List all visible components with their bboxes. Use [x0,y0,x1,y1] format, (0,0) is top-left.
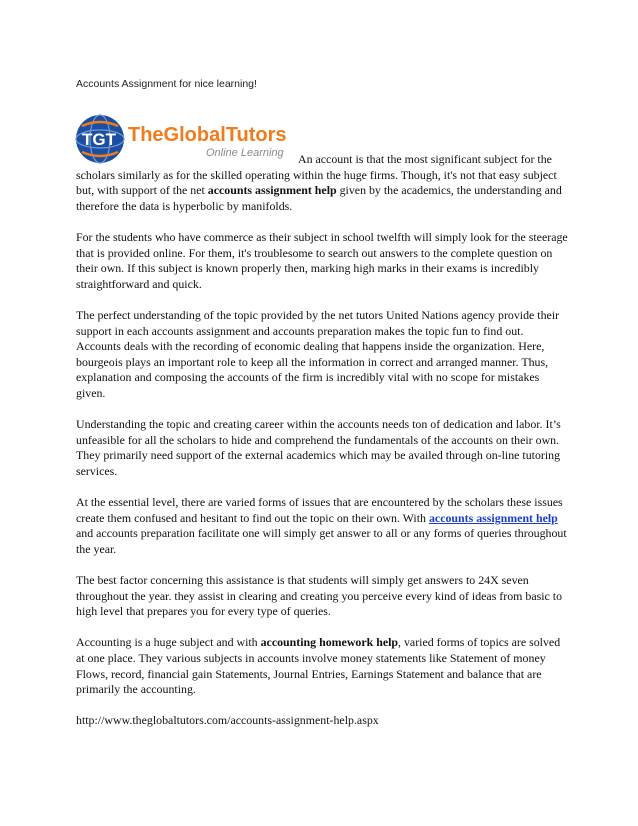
paragraph-6: The best factor concerning this assistance is that students will simply get answers to 24X seven throughout the year. they assist in clearing and creating you perceive every kind of ideas from basic to high level that prepares you for every type of queries. [76,573,563,619]
paragraph-2: For the students who have commerce as their subject in school twelfth will simply look for the steerage that is provided online. For them, it's troublesome to search out answers to the complete question on their own. If this subject is known properly then, marking high marks in their exams is incredibly straightforward and quick. [76,229,568,291]
logo-brand-text: TheGlobalTutors [128,124,287,146]
paragraph-3: The perfect understanding of the topic provided by the net tutors United Nations agency provide their support in each accounts assignment and accounts preparation makes the topic fun to find out. Accounts deals with the recording of economic dealing that happens inside the organization. Here, bourgeois plays an important role to keep all the information in correct and arranged manner. Thus, explanation and composing the accounts of the firm is incredibly vital with no scope for mistakes given. [76,307,560,400]
accounts-assignment-help-link[interactable]: accounts assignment help [428,510,558,525]
paragraph-7: Accounting is a huge subject and with accounting homework help, varied forms of topics are solved at one place. They various subjects in accounts involve money statements like Statement of money Flows, record, financial gain Statements, Journal Entries, Earnings Statement and balance that are primarily the accounting. [76,635,561,697]
paragraph-4: Understanding the topic and creating career within the accounts needs ton of dedication and labor. It’s unfeasible for all the scholars to hide and comprehend the fundamentals of the accounts on their own. They primarily need support of the external academics which may be availed through on-line tutoring services. [76,417,561,478]
document-heading: Accounts Assignment for nice learning! [76,78,257,90]
document-body [76,152,568,745]
source-url: http://www.theglobaltutors.com/accounts-assignment-help.aspx [76,713,379,728]
bold-phrase: accounting homework help [260,635,399,650]
logo-tagline: Online Learning [206,147,284,159]
paragraph-1: An account is that the most significant subject for the scholars similarly as for the skilled operating within the huge firms. Though, it's not that easy subject but, with support of the net accounts assignment help given by the academics, the understanding and therefore the data is hyperbolic by manifolds. [76,152,562,213]
bold-phrase: accounts assignment help [207,183,337,198]
logo-badge-text: TGT [82,130,116,149]
paragraph-5: At the essential level, there are varied forms of issues that are encountered by the scholars these issues create them confused and hesitant to find out the topic on their own. With accounts assignment help and accounts preparation facilitate one will simply get answer to all or any forms of queries throughout the year. [76,495,567,556]
